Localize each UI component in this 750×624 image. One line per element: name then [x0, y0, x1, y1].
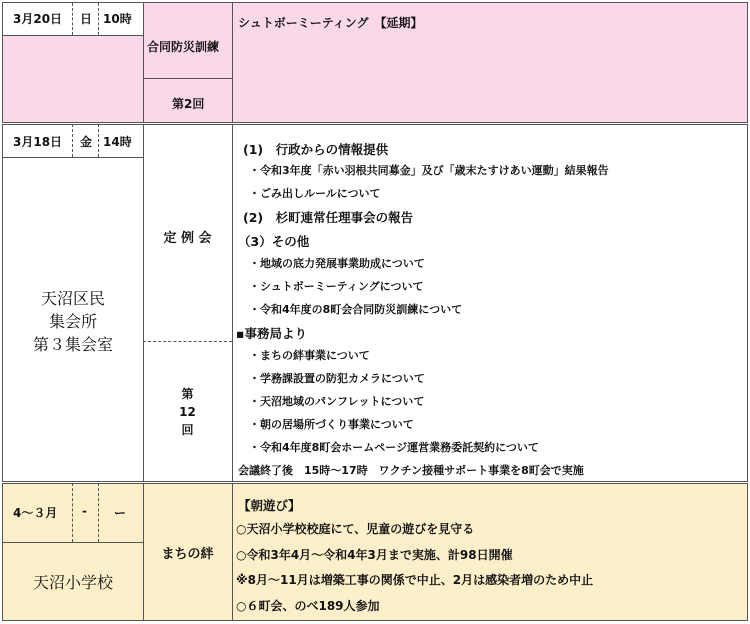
- row3-date-divider: [2, 542, 143, 543]
- row2-item: 会議終了後 15時～17時 ワクチン接種サポート事業を8町会で実施: [238, 464, 584, 477]
- row1-col-divider-2: [232, 2, 233, 123]
- row2-place-line-3: 第３集会室: [32, 335, 113, 354]
- row2-item: ・ごみ出しルールについて: [249, 187, 381, 200]
- row2-col-divider-2: [232, 124, 233, 482]
- row2-event-dash: [143, 341, 232, 342]
- row1-event-divider: [143, 78, 232, 79]
- row2-item: ・シュトボーミーティングについて: [249, 280, 424, 293]
- row1-date-dash-2: [98, 3, 99, 35]
- row3-item: 【朝遊び】: [238, 498, 301, 513]
- row2-date-dash-2: [98, 124, 99, 157]
- row1-col-divider-1: [143, 2, 144, 123]
- row1-date-divider: [2, 35, 143, 36]
- row2-date-dash-1: [72, 124, 73, 157]
- row3-date-dash-1: [72, 483, 73, 542]
- row2-item: （3）その他: [238, 234, 310, 249]
- row2-count: [143, 385, 232, 439]
- row2-date-divider: [2, 157, 143, 158]
- row2-item: ▪事務局より: [236, 326, 307, 341]
- row2-time: 14時: [103, 135, 132, 149]
- row2-item: ・地域の底力発展事業助成について: [249, 257, 425, 270]
- row3-time: ー: [114, 506, 127, 520]
- row3-item: ○天沼小学校校庭にて、児童の遊びを見守る: [236, 522, 475, 536]
- row3-item: ○令和3年4月～令和4年3月まで実施、計98日開催: [236, 548, 513, 562]
- row1-event: 合同防災訓練: [147, 40, 220, 54]
- row3-col-divider-2: [232, 483, 233, 621]
- row3-date: 4～３月: [13, 506, 58, 520]
- row3-item: ※8月～11月は増築工事の関係で中止、2月は感染者増のため中止: [236, 573, 594, 587]
- row2-item: ・天沼地域のパンフレットについて: [249, 395, 425, 408]
- row3-place: 天沼小学校: [32, 573, 113, 592]
- row1-count: 第2回: [172, 97, 205, 111]
- row2-item: ・令和3年度「赤い羽根共同募金」及び「歳末たすけあい運動」結果報告: [249, 164, 609, 177]
- row1-time: 10時: [103, 12, 132, 26]
- row3-day: -: [82, 504, 87, 518]
- row2-item: ・学務課設置の防犯カメラについて: [249, 372, 425, 385]
- row2-count-line-3: 回: [181, 423, 194, 437]
- row2-place: [3, 287, 143, 356]
- row2-item: ・令和4年度の8町会合同防災訓練について: [249, 303, 463, 316]
- row2-count-line-1: 第: [181, 387, 194, 401]
- row2-item: (1) 行政からの情報提供: [243, 142, 389, 157]
- row3-date-dash-2: [98, 483, 99, 542]
- row2-date: 3月18日: [13, 135, 63, 149]
- row1-day: 日: [80, 12, 93, 26]
- row2-day: 金: [80, 135, 93, 149]
- row2-item: ・まちの絆事業について: [249, 349, 370, 362]
- row2-place-line-2: 集会所: [48, 312, 97, 331]
- row1-date-dash-1: [72, 3, 73, 35]
- row3-event: まちの絆: [161, 547, 214, 562]
- row2-item: (2) 杉町連常任理事会の報告: [243, 210, 414, 225]
- row2-count-line-2: 12: [179, 405, 196, 419]
- row2-item: ・朝の居場所づくり事業について: [249, 418, 414, 431]
- row2-event: 定 例 会: [163, 231, 212, 246]
- row2-place-line-1: 天沼区民: [40, 289, 105, 308]
- row3-item: ○６町会、のべ189人参加: [236, 599, 380, 613]
- row2-item: ・令和4年度8町会ホームページ運営業務委託契約について: [249, 441, 539, 454]
- row1-date: 3月20日: [13, 12, 63, 26]
- row1-content: シュトボーミーティング 【延期】: [238, 16, 423, 30]
